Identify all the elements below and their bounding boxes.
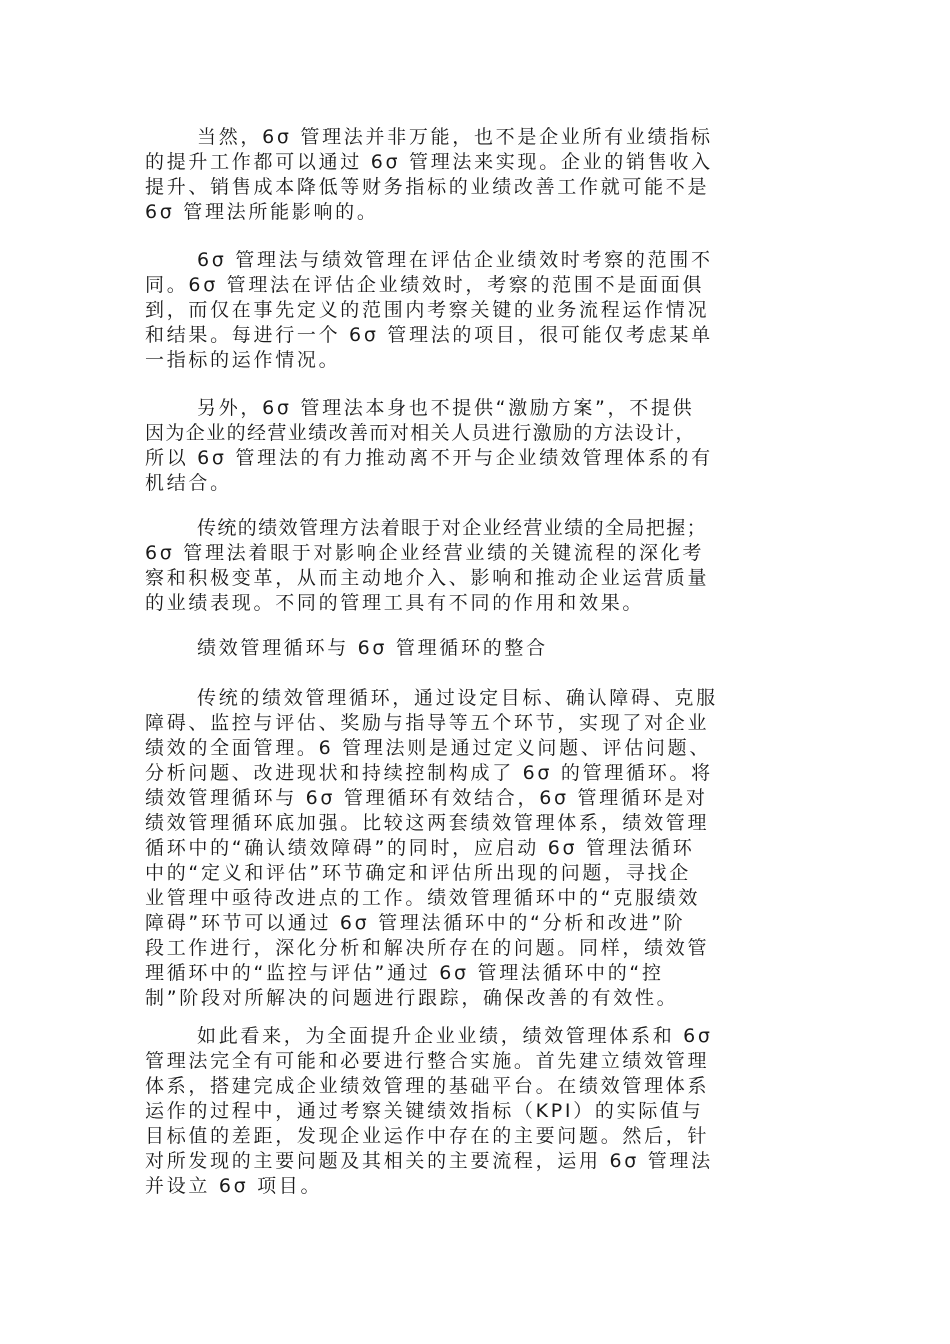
text-line: 段工作进行，深化分析和解决所存在的问题。同样，绩效管 (145, 937, 710, 959)
text-line: 一指标的运作情况。 (145, 349, 341, 371)
text-line: 的业绩表现。不同的管理工具有不同的作用和效果。 (145, 592, 645, 614)
text-line: 提升、销售成本降低等财务指标的业绩改善工作就可能不是 (145, 176, 710, 198)
paragraph-conclusion (145, 1024, 807, 1199)
text-line: 目标值的差距，发现企业运作中存在的主要问题。然后，针 (145, 1125, 710, 1147)
text-line: 的提升工作都可以通过 6σ 管理法来实现。企业的销售收入 (145, 151, 713, 173)
text-line: 并设立 6σ 项目。 (145, 1175, 323, 1197)
paragraph-cycle-integration (145, 686, 807, 1011)
text-line: 当然，6σ 管理法并非万能，也不是企业所有业绩指标 (197, 126, 713, 148)
text-line: 6σ 管理法与绩效管理在评估企业绩效时考察的范围不 (197, 249, 713, 271)
text-line: 传统的绩效管理循环，通过设定目标、确认障碍、克服 (197, 687, 718, 709)
text-line: 制”阶段对所解决的问题进行跟踪，确保改善的有效性。 (145, 987, 679, 1009)
text-line: 障碍”环节可以通过 6σ 管理法循环中的“分析和改进”阶 (145, 912, 686, 934)
text-line: 和结果。每进行一个 6σ 管理法的项目，很可能仅考虑某单 (145, 324, 713, 346)
text-line: 运作的过程中，通过考察关键绩效指标（KPI）的实际值与 (145, 1100, 704, 1122)
text-line: 管理法完全有可能和必要进行整合实施。首先建立绩效管理 (145, 1050, 710, 1072)
text-line: 另外，6σ 管理法本身也不提供“激励方案”，不提供 (197, 397, 695, 419)
text-line: 业管理中亟待改进点的工作。绩效管理循环中的“克服绩效 (145, 887, 701, 909)
paragraph-incentive (145, 396, 807, 496)
text-line: 传统的绩效管理方法着眼于对企业经营业绩的全局把握； (197, 517, 708, 539)
text-line: 循环中的“确认绩效障碍”的同时，应启动 6σ 管理法循环 (145, 837, 695, 859)
text-line: 中的“定义和评估”环节确定和评估所出现的问题，寻找企 (145, 862, 691, 884)
heading-line: 绩效管理循环与 6σ 管理循环的整合 (197, 637, 548, 659)
text-line: 绩效管理循环底加强。比较这两套绩效管理体系，绩效管理 (145, 812, 710, 834)
text-line: 绩效的全面管理。6 管理法则是通过定义问题、评估问题、 (145, 737, 712, 759)
text-line: 同。6σ 管理法在评估企业绩效时，考察的范围不是面面俱 (145, 274, 705, 296)
text-line: 机结合。 (145, 472, 232, 494)
paragraph-traditional-method (145, 516, 807, 616)
text-line: 如此看来，为全面提升企业业绩，绩效管理体系和 6σ (197, 1025, 713, 1047)
text-line: 到，而仅在事先定义的范围内考察关键的业务流程运作情况 (145, 299, 710, 321)
text-line: 因为企业的经营业绩改善而对相关人员进行激励的方法设计， (145, 422, 696, 444)
text-line: 所以 6σ 管理法的有力推动离不开与企业绩效管理体系的有 (145, 447, 713, 469)
text-line: 分析问题、改进现状和持续控制构成了 6σ 的管理循环。将 (145, 762, 713, 784)
text-line: 对所发现的主要问题及其相关的主要流程，运用 6σ 管理法 (145, 1150, 713, 1172)
text-line: 体系，搭建完成企业绩效管理的基础平台。在绩效管理体系 (145, 1075, 710, 1097)
text-line: 绩效管理循环与 6σ 管理循环有效结合，6σ 管理循环是对 (145, 787, 708, 809)
paragraph-limits (145, 125, 807, 225)
text-line: 理循环中的“监控与评估”通过 6σ 管理法循环中的“控 (145, 962, 664, 984)
text-line: 6σ 管理法着眼于对影响企业经营业绩的关键流程的深化考 (145, 542, 705, 564)
paragraph-scope-difference (145, 248, 807, 373)
text-line: 察和积极变革，从而主动地介入、影响和推动企业运营质量 (145, 567, 710, 589)
text-line: 障碍、监控与评估、奖励与指导等五个环节，实现了对企业 (145, 712, 710, 734)
section-heading (145, 636, 807, 661)
text-line: 6σ 管理法所能影响的。 (145, 201, 379, 223)
